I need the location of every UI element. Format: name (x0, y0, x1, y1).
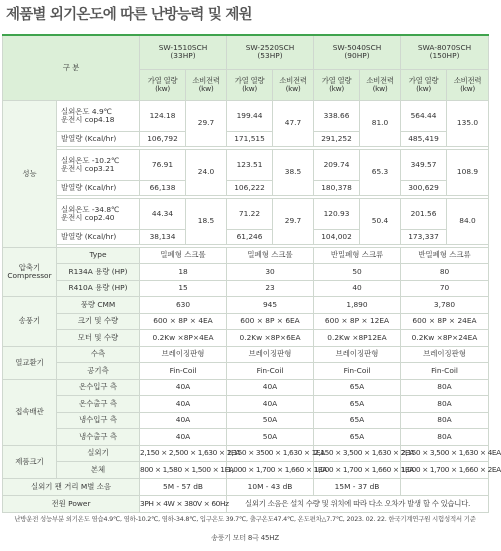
compressor-value: 80 (401, 264, 489, 281)
page-title: 제품별 외기온도에 따른 난방능력 및 제원 (6, 7, 252, 23)
table-row (3, 264, 489, 281)
perf-kcal-value: 106,222 (227, 180, 273, 195)
power-remark: 실외기 소음은 설치 수량 및 위치에 따라 다소 오차가 발생 할 수 있습니다. (227, 495, 489, 512)
footnote-fan-motor: 송풍기 모터 8극 45HZ (211, 534, 279, 542)
table-row (3, 462, 489, 479)
fan-value: 945 (227, 297, 314, 314)
header-power: 소비전력 (kw) (273, 69, 314, 100)
pipe-value: 80A (401, 396, 489, 413)
hx-value: 브레이징판형 (140, 346, 227, 363)
perf-heat-value: 209.74 (314, 149, 360, 180)
pipe-value: 40A (140, 379, 227, 396)
compressor-value: 반밀폐형 스크류 (401, 247, 489, 264)
perf-kcal-value: 61,246 (227, 229, 273, 244)
perf-kcal-value: 66,138 (140, 180, 186, 195)
perf-power-value: 47.7 (273, 100, 314, 146)
pipe-value: 40A (227, 379, 314, 396)
compressor-value: 40 (314, 280, 401, 297)
fan-value: 0.2Kw ×8P×24EA (401, 330, 489, 347)
fan-row-label: 풍량 CMM (57, 297, 140, 314)
pipe-value: 40A (227, 396, 314, 413)
pipe-value: 65A (314, 429, 401, 446)
header-heat: 가열 열량 (kw) (227, 69, 273, 100)
table-row (3, 429, 489, 446)
pipe-value: 40A (140, 429, 227, 446)
fan-value: 0.2Kw ×8P×6EA (227, 330, 314, 347)
table-row (3, 280, 489, 297)
pipe-value: 65A (314, 412, 401, 429)
pipe-value: 80A (401, 412, 489, 429)
header-power: 소비전력 (kw) (360, 69, 401, 100)
header-group-label: 구 분 (3, 35, 140, 100)
size-value: 2,150 × 3500 × 1,630 × 1EA (227, 445, 314, 462)
model-name: SW-1510SCH (158, 43, 208, 53)
table-row (3, 495, 489, 512)
compressor-row-label: Type (57, 247, 140, 264)
header-heat: 가열 열량 (kw) (314, 69, 360, 100)
section-fan: 송풍기 (3, 297, 57, 347)
pipe-value: 80A (401, 429, 489, 446)
perf-condition: 실외온도 -10.2℃ 운전시 cop3.21 (57, 149, 140, 180)
section-size: 제품크기 (3, 445, 57, 478)
hx-row-label: 공기측 (57, 363, 140, 380)
table-row (3, 198, 489, 229)
perf-kcal-value: 171,515 (227, 131, 273, 146)
table-row (3, 131, 489, 146)
noise-value: 10M - 43 dB (227, 478, 314, 495)
noise-label: 실외기 팬 거리 M별 소음 (3, 478, 140, 495)
perf-power-value: 29.7 (186, 100, 227, 146)
perf-kcal-value: 180,378 (314, 180, 360, 195)
pipe-row-label: 온수입구 측 (57, 379, 140, 396)
perf-heat-value: 120.93 (314, 198, 360, 229)
compressor-value: 70 (401, 280, 489, 297)
header-model-3 (401, 35, 489, 69)
table-row (3, 396, 489, 413)
model-name: SW-5040SCH (332, 43, 382, 53)
size-value: 1,000 × 1,700 × 1,660 × 1EA (314, 462, 401, 479)
perf-power-value: 29.7 (273, 198, 314, 244)
section-performance: 성능 (3, 100, 57, 247)
compressor-row-label: R134A 용량 (HP) (57, 264, 140, 281)
noise-value: 15M - 37 dB (314, 478, 401, 495)
header-heat: 가열 열량 (kw) (140, 69, 186, 100)
pipe-value: 40A (140, 412, 227, 429)
compressor-value: 50 (314, 264, 401, 281)
perf-kcal-value: 104,002 (314, 229, 360, 244)
section-compressor: 압축기 Compressor (3, 247, 57, 297)
compressor-value: 18 (140, 264, 227, 281)
table-row (3, 297, 489, 314)
perf-kcal-label: 발열량 (Kcal/hr) (57, 229, 140, 244)
perf-kcal-value: 38,134 (140, 229, 186, 244)
model-name: SW-2520SCH (245, 43, 295, 53)
compressor-value: 15 (140, 280, 227, 297)
hx-value: Fin-Coil (140, 363, 227, 380)
perf-power-value: 65.3 (360, 149, 401, 195)
perf-kcal-label: 발열량 (Kcal/hr) (57, 180, 140, 195)
pipe-value: 65A (314, 396, 401, 413)
fan-value: 0.2Kw ×8P12EA (314, 330, 401, 347)
perf-kcal-value: 485,419 (401, 131, 447, 146)
table-row (3, 478, 489, 495)
hx-value: Fin-Coil (227, 363, 314, 380)
fan-row-label: 모터 및 수량 (57, 330, 140, 347)
fan-value: 0.2Kw ×8P×4EA (140, 330, 227, 347)
power-value: 3PH × 4W × 380V × 60Hz (140, 495, 227, 512)
compressor-value: 밀폐형 스크롤 (140, 247, 227, 264)
table-row (3, 35, 489, 69)
table-row (3, 100, 489, 131)
table-row (3, 379, 489, 396)
perf-power-value: 135.0 (447, 100, 489, 146)
size-value: 1,000 × 1,700 × 1,660 × 1EA (227, 462, 314, 479)
model-hp: (90HP) (344, 51, 370, 61)
size-value: 2,150 × 3,500 × 1,630 × 4EA (401, 445, 489, 462)
size-value: 2,150 × 3,500 × 1,630 × 2EA (314, 445, 401, 462)
perf-power-value: 50.4 (360, 198, 401, 244)
compressor-value: 30 (227, 264, 314, 281)
table-row (3, 149, 489, 180)
fan-row-label: 크기 및 수량 (57, 313, 140, 330)
hx-value: Fin-Coil (314, 363, 401, 380)
hx-value: 브레이징판형 (401, 346, 489, 363)
section-pipe: 접속배관 (3, 379, 57, 445)
fan-value: 3,780 (401, 297, 489, 314)
pipe-value: 80A (401, 379, 489, 396)
hx-row-label: 수측 (57, 346, 140, 363)
header-model-1 (227, 35, 314, 69)
table-row (3, 229, 489, 244)
perf-heat-value: 199.44 (227, 100, 273, 131)
fan-value: 600 × 8P × 4EA (140, 313, 227, 330)
hx-value: Fin-Coil (401, 363, 489, 380)
model-hp: (150HP) (429, 51, 460, 61)
perf-power-value: 18.5 (186, 198, 227, 244)
fan-value: 600 × 8P × 12EA (314, 313, 401, 330)
perf-power-value: 24.0 (186, 149, 227, 195)
table-row (3, 412, 489, 429)
header-heat: 가열 열량 (kw) (401, 69, 447, 100)
size-row-label: 본체 (57, 462, 140, 479)
table-row (3, 346, 489, 363)
size-value: 2,150 × 2,500 × 1,630 × 1EA (140, 445, 227, 462)
section-hx: 열교환기 (3, 346, 57, 379)
table-row (3, 313, 489, 330)
fan-value: 1,890 (314, 297, 401, 314)
fan-value: 630 (140, 297, 227, 314)
model-hp: (53HP) (257, 51, 283, 61)
perf-power-value: 108.9 (447, 149, 489, 195)
perf-heat-value: 201.56 (401, 198, 447, 229)
model-name: SWA-8070SCH (417, 43, 472, 53)
table-row (3, 330, 489, 347)
pipe-row-label: 냉수입구 측 (57, 412, 140, 429)
fan-value: 600 × 8P × 6EA (227, 313, 314, 330)
perf-heat-value: 71.22 (227, 198, 273, 229)
perf-heat-value: 124.18 (140, 100, 186, 131)
perf-condition: 실외온도 -34.8℃ 운전시 cop2.40 (57, 198, 140, 229)
perf-heat-value: 44.34 (140, 198, 186, 229)
spec-table (2, 34, 501, 513)
header-model-0 (140, 35, 227, 69)
perf-kcal-value: 300,629 (401, 180, 447, 195)
table-row (3, 363, 489, 380)
perf-power-value: 84.0 (447, 198, 489, 244)
perf-kcal-label: 발열량 (Kcal/hr) (57, 131, 140, 146)
perf-kcal-value: 173,337 (401, 229, 447, 244)
size-row-label: 실외기 (57, 445, 140, 462)
pipe-row-label: 냉수출구 측 (57, 429, 140, 446)
header-power: 소비전력 (kw) (447, 69, 489, 100)
perf-kcal-value: 106,792 (140, 131, 186, 146)
hx-value: 브레이징판형 (314, 346, 401, 363)
header-model-2 (314, 35, 401, 69)
pipe-value: 50A (227, 429, 314, 446)
perf-heat-value: 76.91 (140, 149, 186, 180)
compressor-value: 밀폐형 스크롤 (227, 247, 314, 264)
pipe-value: 50A (227, 412, 314, 429)
footnote-test-conditions: 난방운전 성능부분 외기온도 염습4.9℃, 염하-10.2℃, 염하-34.8℃, 입구온도 39.7℃, 출구온도47.4℃, 온도편차△7.7℃, 2023. 02. 22. 한국기계연구원 시험성적서 기준 (14, 515, 476, 523)
pipe-value: 65A (314, 379, 401, 396)
hx-value: 브레이징판형 (227, 346, 314, 363)
perf-power-value: 81.0 (360, 100, 401, 146)
perf-condition: 실외온도 4.9℃ 운전시 cop4.18 (57, 100, 140, 131)
perf-heat-value: 564.44 (401, 100, 447, 131)
perf-heat-value: 123.51 (227, 149, 273, 180)
size-value: 800 × 1,580 × 1,500 × 1EA (140, 462, 227, 479)
perf-heat-value: 338.66 (314, 100, 360, 131)
fan-value: 600 × 8P × 24EA (401, 313, 489, 330)
pipe-value: 40A (140, 396, 227, 413)
noise-value: 5M - 57 dB (140, 478, 227, 495)
table-row (3, 247, 489, 264)
noise-empty (401, 478, 489, 495)
pipe-row-label: 온수출구 측 (57, 396, 140, 413)
header-power: 소비전력 (kw) (186, 69, 227, 100)
perf-power-value: 38.5 (273, 149, 314, 195)
perf-heat-value: 349.57 (401, 149, 447, 180)
compressor-value: 반밀폐형 스크류 (314, 247, 401, 264)
size-value: 1,000 × 1,700 × 1,660 × 2EA (401, 462, 489, 479)
compressor-value: 23 (227, 280, 314, 297)
compressor-row-label: R410A 용량 (HP) (57, 280, 140, 297)
perf-kcal-value: 291,252 (314, 131, 360, 146)
table-row (3, 445, 489, 462)
power-label: 전원 Power (3, 495, 140, 512)
model-hp: (33HP) (170, 51, 196, 61)
table-row (3, 180, 489, 195)
